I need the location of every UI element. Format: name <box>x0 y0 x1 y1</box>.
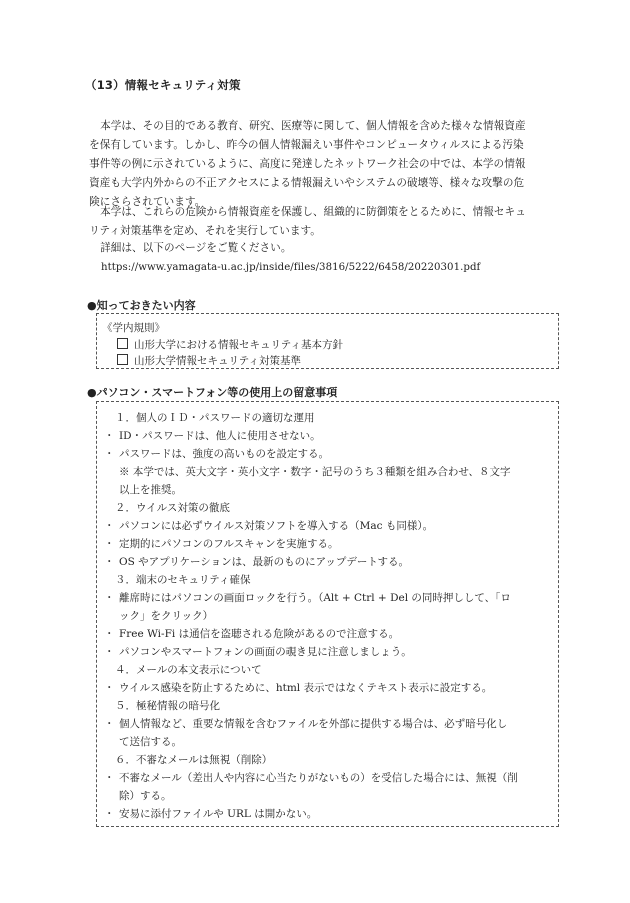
bullet-item: 安易に添付ファイルや URL は開かない。 <box>119 808 318 820</box>
bullet-icon: ・ <box>104 808 115 820</box>
bullet-item: OS やアプリケーションは、最新のものにアップデートする。 <box>119 556 410 568</box>
note-line: 以上を推奨。 <box>119 484 182 496</box>
bullet-icon: ・ <box>104 520 115 532</box>
text-line: 険にさらされています。 <box>89 196 206 208</box>
bullet-item: パスワードは、強度の高いものを設定する。 <box>119 448 329 460</box>
bullet-item-continued: 除）する。 <box>119 790 172 802</box>
intro-paragraph <box>89 117 567 212</box>
bullet-item: Free Wi-Fi は通信を盗聴される危険があるので注意する。 <box>119 628 400 640</box>
numbered-heading: ６．不審なメールは無視（削除） <box>115 754 273 766</box>
text-line: リティ対策基準を定め、それを実行しています。 <box>89 225 321 237</box>
text-line: 事件等の例に示されているように、高度に発達したネットワーク社会の中では、本学の情報 <box>89 158 526 170</box>
bullet-item-continued: て送信する。 <box>119 736 182 748</box>
text-line: 資産も大学内外からの不正アクセスによる情報漏えいやシステムの破壊等、様々な攻撃の危 <box>89 177 525 189</box>
text-line: 本学は、これらの危険から情報資産を保護し、組織的に防御策をとるために、情報セキュ <box>100 206 526 218</box>
bullet-item: ID・パスワードは、他人に使用させない。 <box>119 430 321 442</box>
bullet-item: パソコンには必ずウイルス対策ソフトを導入する（Mac も同様）。 <box>119 520 434 532</box>
bullet-item: 個人情報など、重要な情報を含むファイルを外部に提供する場合は、必ず暗号化し <box>119 718 508 730</box>
bullet-item: 離席時にはパソコンの画面ロックを行う。（Alt + Ctrl + Del の同時押しして、「ロ <box>119 592 511 604</box>
details-line: 詳細は、以下のページをご覧ください。 <box>100 242 292 254</box>
bullet-icon: ・ <box>104 772 115 784</box>
section-heading: （13）情報セキュリティ対策 <box>85 78 241 92</box>
bullet-icon: ・ <box>104 628 115 640</box>
bullet-icon: ・ <box>104 448 115 460</box>
policy-paragraph <box>89 203 567 241</box>
bullet-icon: ・ <box>104 592 115 604</box>
note-line: ※ 本学では、英大文字・英小文字・数字・記号のうち３種類を組み合わせ、８文字 <box>119 466 511 478</box>
numbered-heading: ４．メールの本文表示について <box>115 664 262 676</box>
checkbox-icon <box>117 354 128 365</box>
text-line: を保有しています。しかし、昨今の個人情報漏えい事件やコンピュータウィルスによる汚染 <box>89 139 524 151</box>
bullet-item: ウイルス感染を防止するために、html 表示ではなくテキスト表示に設定する。 <box>119 682 493 694</box>
numbered-heading: ３．端末のセキュリティ確保 <box>115 574 251 586</box>
section-title-know: ●知っておきたい内容 <box>87 299 196 312</box>
numbered-heading: ２．ウイルス対策の徹底 <box>115 502 230 514</box>
bullet-item: 不審なメール（差出人や内容に心当たりがないもの）を受信した場合には、無視（削 <box>119 772 518 784</box>
bullet-icon: ・ <box>104 430 115 442</box>
numbered-heading: １．個人のＩＤ・パスワードの適切な運用 <box>115 412 315 424</box>
rule-item: 山形大学情報セキュリティ対策基準 <box>117 353 301 368</box>
policy-url-link[interactable]: https://www.yamagata-u.ac.jp/inside/files/3816/5222/6458/20220301.pdf <box>101 262 481 273</box>
rules-box <box>96 313 559 369</box>
usage-notes-box <box>96 401 559 827</box>
bullet-icon: ・ <box>104 646 115 658</box>
bullet-icon: ・ <box>104 538 115 550</box>
bullet-icon: ・ <box>104 556 115 568</box>
bullet-icon: ・ <box>104 682 115 694</box>
bullet-item-continued: ック」をクリック） <box>119 610 214 622</box>
checkbox-icon <box>117 338 128 349</box>
bullet-item: 定期的にパソコンのフルスキャンを実施する。 <box>119 538 339 550</box>
bullet-icon: ・ <box>104 718 115 730</box>
rule-item: 山形大学における情報セキュリティ基本方針 <box>117 337 343 352</box>
rules-subhead: 《学内規則》 <box>102 322 165 334</box>
section-title-usage: ●パソコン・スマートフォン等の使用上の留意事項 <box>87 386 338 399</box>
numbered-heading: ５．極秘情報の暗号化 <box>115 700 220 712</box>
bullet-item: パソコンやスマートフォンの画面の覗き見に注意しましょう。 <box>119 646 412 658</box>
text-line: 本学は、その目的である教育、研究、医療等に関して、個人情報を含めた様々な情報資産 <box>100 120 526 132</box>
